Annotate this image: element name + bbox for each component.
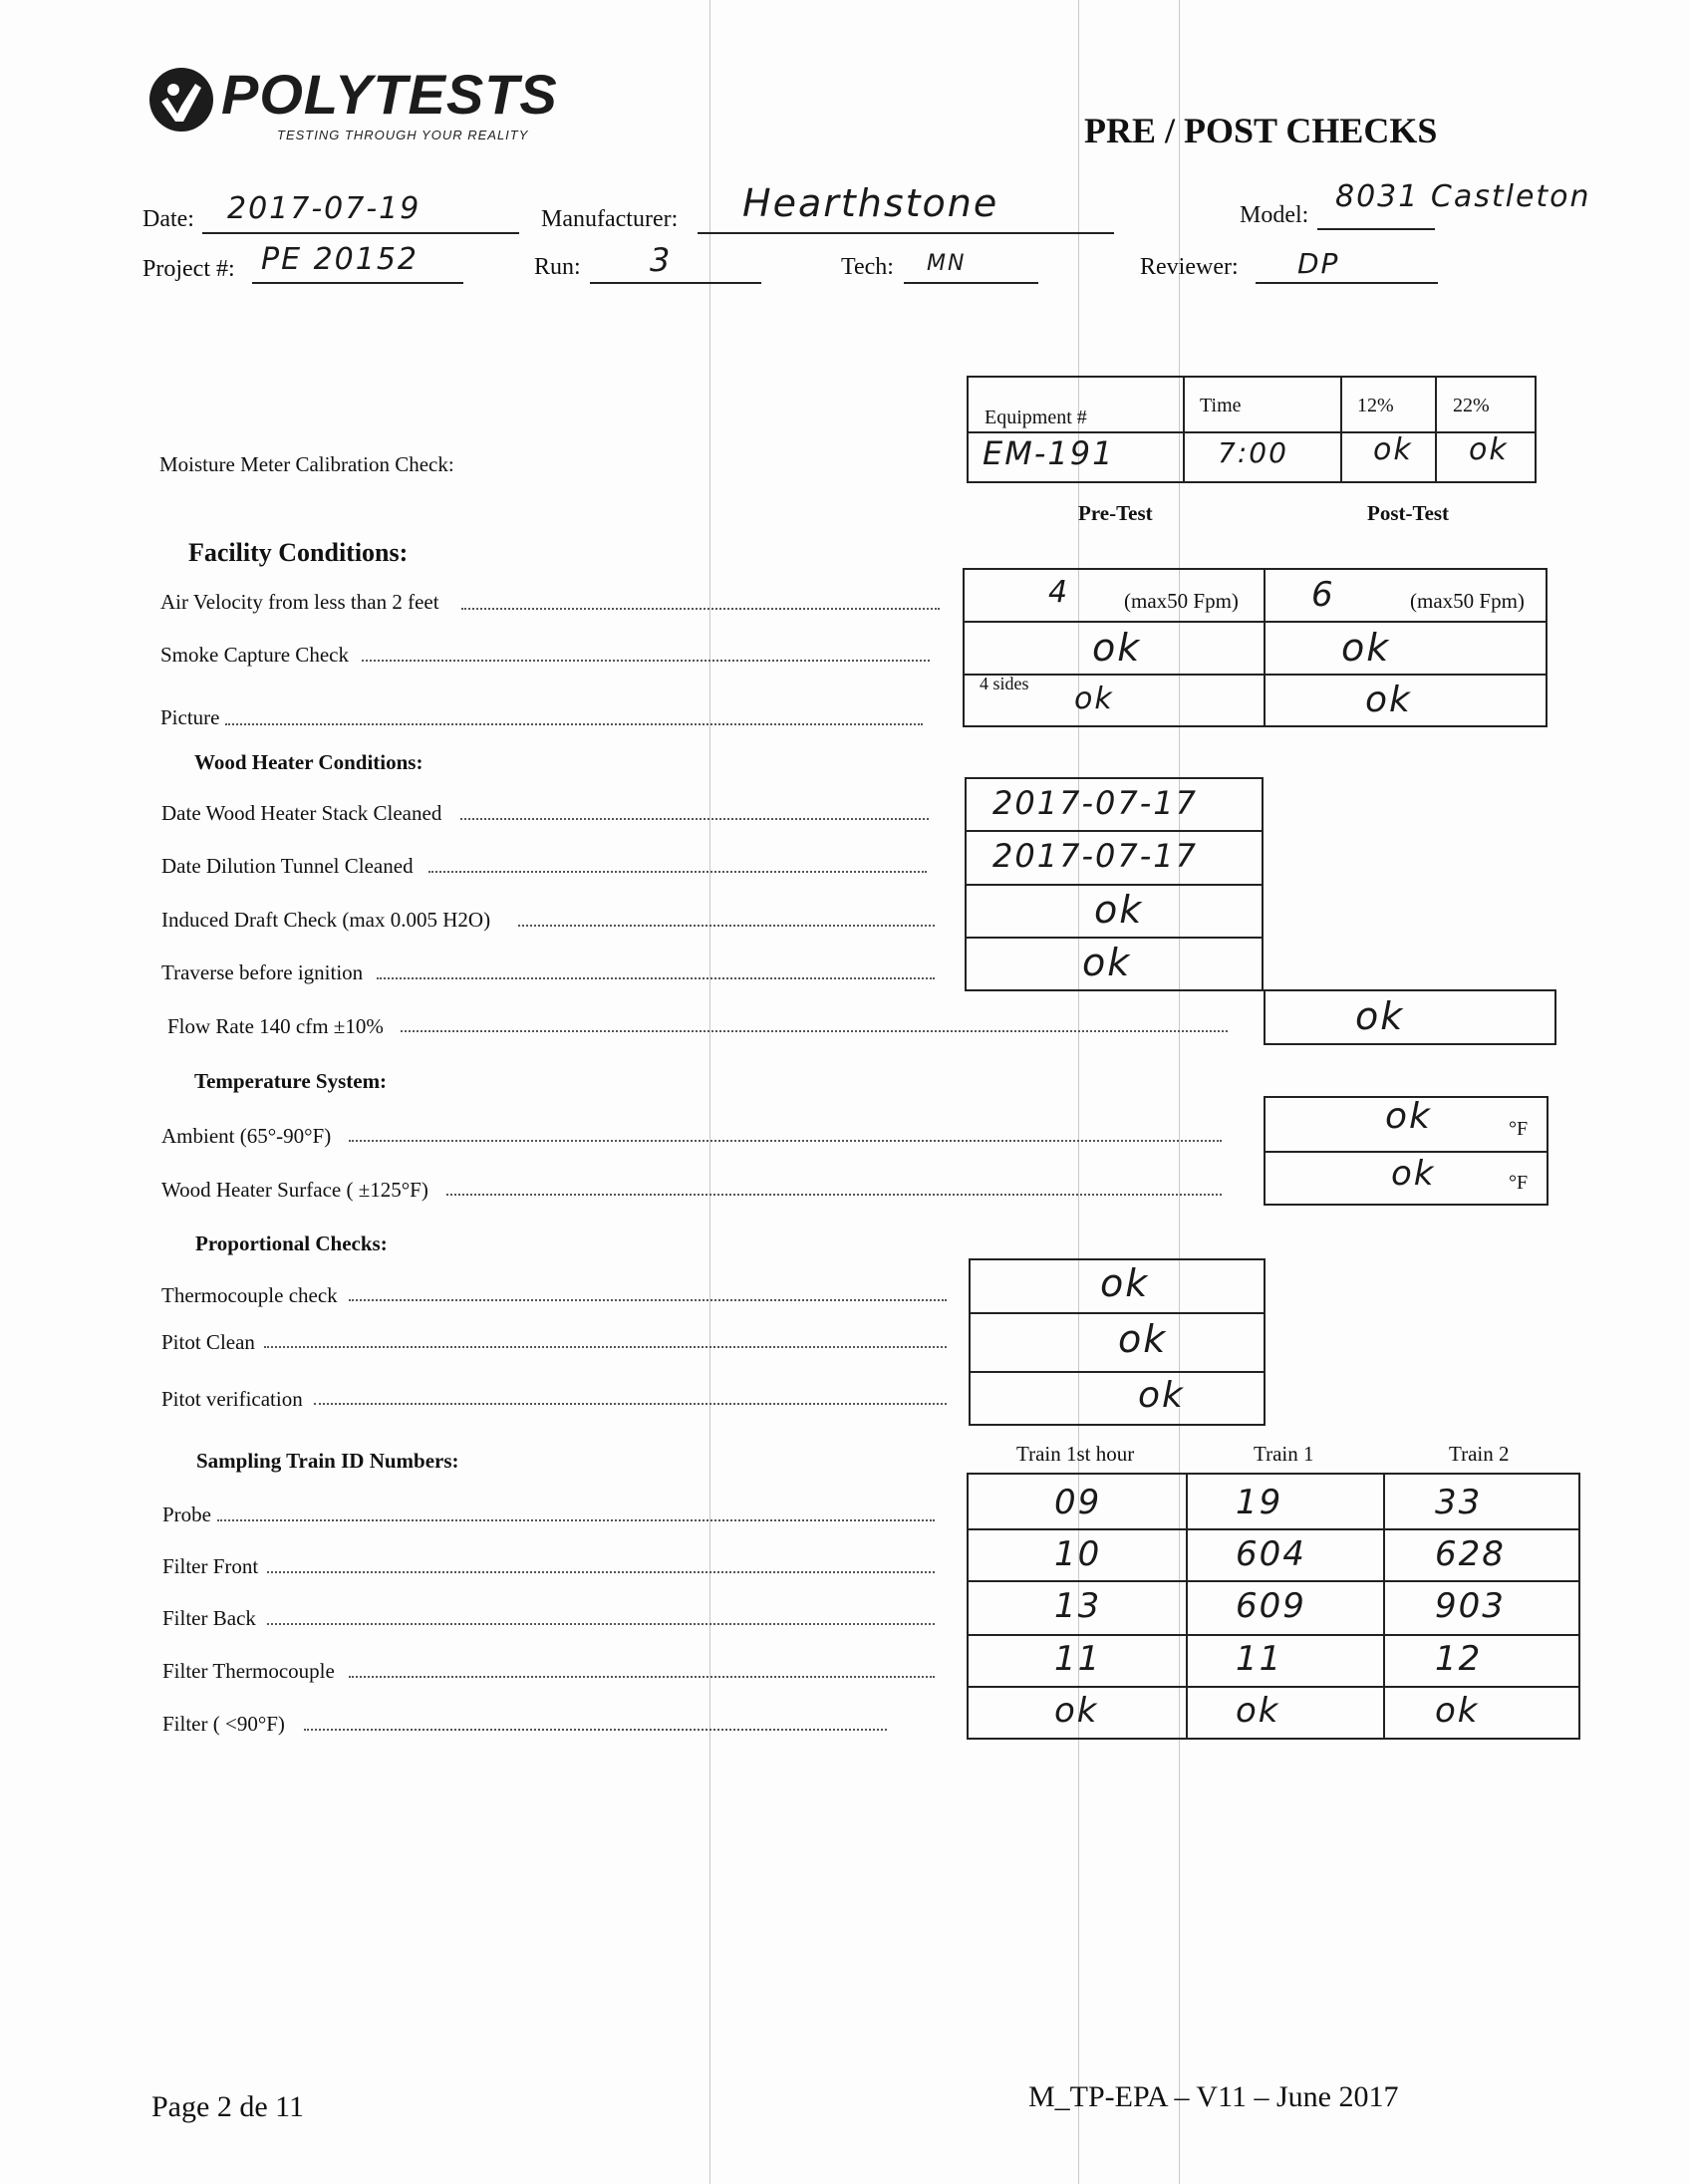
moisture-22-value[interactable]: ok [1469, 432, 1509, 467]
project-value[interactable]: PE 20152 [261, 242, 420, 277]
temperature-title: Temperature System: [194, 1069, 388, 1093]
sampling-header-train-1: Train 1 [1254, 1442, 1314, 1466]
moisture-header-time: Time [1200, 395, 1242, 416]
surface-value[interactable]: ok [1391, 1154, 1436, 1194]
pre-test-header: Pre-Test [1078, 501, 1153, 525]
dot-leader [267, 1623, 935, 1625]
sampling-cell[interactable]: 13 [1054, 1586, 1102, 1626]
picture-pre-value[interactable]: ok [1074, 682, 1114, 716]
sampling-cell[interactable]: 604 [1236, 1534, 1306, 1574]
flow-value[interactable]: ok [1355, 994, 1405, 1038]
air-post-value[interactable]: 6 [1311, 575, 1335, 615]
flow-label: Flow Rate 140 cfm ±10% [167, 1014, 384, 1038]
document-id: M_TP-EPA – V11 – June 2017 [1028, 2080, 1399, 2113]
model-value[interactable]: 8031 Castleton [1335, 179, 1591, 214]
tunnel-label: Date Dilution Tunnel Cleaned [161, 854, 414, 878]
proportional-title: Proportional Checks: [195, 1231, 388, 1255]
stack-label: Date Wood Heater Stack Cleaned [161, 801, 442, 825]
company-logo [147, 62, 576, 141]
moisture-header-22: 22% [1453, 395, 1490, 416]
smoke-pre-value[interactable]: ok [1092, 626, 1142, 670]
moisture-header-12: 12% [1357, 395, 1394, 416]
moisture-label: Moisture Meter Calibration Check: [159, 452, 454, 476]
sampling-cell[interactable]: 903 [1435, 1586, 1506, 1626]
sampling-header-train-2: Train 2 [1449, 1442, 1510, 1466]
sampling-cell[interactable]: 19 [1236, 1483, 1283, 1522]
ambient-label: Ambient (65°-90°F) [161, 1124, 332, 1148]
surface-unit: °F [1509, 1172, 1529, 1194]
dot-leader [267, 1571, 935, 1573]
air-pre-value[interactable]: 4 [1048, 575, 1070, 610]
draft-label: Induced Draft Check (max 0.005 H2O) [161, 908, 491, 932]
wood-title: Wood Heater Conditions: [194, 750, 423, 774]
sampling-header-train-1st: Train 1st hour [1016, 1442, 1135, 1466]
traverse-value[interactable]: ok [1082, 941, 1132, 984]
draft-value[interactable]: ok [1094, 888, 1144, 932]
flow-box [1264, 989, 1556, 1045]
pitot-ver-label: Pitot verification [161, 1387, 303, 1411]
dot-leader [217, 1519, 935, 1521]
reviewer-label: Reviewer: [1140, 254, 1239, 280]
traverse-label: Traverse before ignition [161, 960, 364, 984]
dot-leader [349, 1676, 935, 1678]
sampling-cell[interactable]: ok [1054, 1691, 1099, 1731]
model-label: Model: [1240, 202, 1309, 228]
pitot-ver-value[interactable]: ok [1138, 1375, 1185, 1416]
moisture-header-equipment: Equipment # [985, 407, 1087, 428]
sampling-row-label: Probe [162, 1502, 211, 1526]
project-label: Project #: [142, 256, 235, 282]
ambient-value[interactable]: ok [1385, 1096, 1432, 1137]
thermo-label: Thermocouple check [161, 1283, 338, 1307]
logo-tagline: TESTING THROUGH YOUR REALITY [277, 128, 529, 142]
tech-value[interactable]: MN [927, 251, 967, 276]
page-title: PRE / POST CHECKS [1084, 111, 1438, 150]
manufacturer-label: Manufacturer: [541, 206, 679, 232]
sampling-cell[interactable]: ok [1236, 1691, 1280, 1731]
air-velocity-label: Air Velocity from less than 2 feet [160, 590, 439, 614]
sampling-cell[interactable]: ok [1435, 1691, 1480, 1731]
smoke-post-value[interactable]: ok [1341, 626, 1391, 670]
reviewer-value[interactable]: DP [1297, 247, 1340, 280]
logo-name: POLYTESTS [221, 63, 558, 126]
sampling-cell[interactable]: 628 [1435, 1534, 1506, 1574]
manufacturer-value[interactable]: Hearthstone [742, 181, 999, 225]
sampling-row-label: Filter Back [162, 1606, 256, 1630]
post-test-header: Post-Test [1367, 501, 1450, 525]
sampling-cell[interactable]: 33 [1435, 1483, 1483, 1522]
picture-note: 4 sides [980, 674, 1029, 693]
surface-label: Wood Heater Surface ( ±125°F) [161, 1178, 428, 1202]
sampling-title: Sampling Train ID Numbers: [196, 1449, 459, 1473]
pitot-clean-value[interactable]: ok [1118, 1317, 1168, 1361]
thermo-value[interactable]: ok [1100, 1261, 1150, 1305]
ambient-unit: °F [1509, 1118, 1529, 1140]
date-value[interactable]: 2017-07-19 [227, 191, 422, 226]
facility-title: Facility Conditions: [188, 538, 409, 567]
sampling-row-label: Filter Thermocouple [162, 1659, 335, 1683]
run-label: Run: [534, 254, 581, 280]
picture-label: Picture [160, 705, 220, 729]
sampling-row-label: Filter ( <90°F) [162, 1712, 285, 1736]
sampling-cell[interactable]: 11 [1236, 1639, 1283, 1679]
sampling-cell[interactable]: 11 [1054, 1639, 1102, 1679]
logo-mark-icon [147, 66, 215, 134]
moisture-time-value[interactable]: 7:00 [1218, 436, 1288, 469]
air-pre-max: (max50 Fpm) [1124, 589, 1239, 613]
run-value[interactable]: 3 [650, 241, 673, 279]
tech-label: Tech: [841, 254, 894, 280]
picture-post-value[interactable]: ok [1365, 680, 1412, 720]
smoke-label: Smoke Capture Check [160, 643, 349, 667]
sampling-cell[interactable]: 10 [1054, 1534, 1102, 1574]
moisture-equipment-value[interactable]: EM-191 [983, 434, 1115, 472]
sampling-cell[interactable]: 09 [1054, 1483, 1102, 1522]
moisture-12-value[interactable]: ok [1373, 432, 1413, 467]
date-label: Date: [142, 206, 194, 232]
stack-value[interactable]: 2017-07-17 [992, 784, 1198, 822]
page-number: Page 2 de 11 [151, 2090, 305, 2123]
sampling-row-label: Filter Front [162, 1554, 259, 1578]
sampling-cell[interactable]: 12 [1435, 1639, 1483, 1679]
pitot-clean-label: Pitot Clean [161, 1330, 255, 1354]
sampling-cell[interactable]: 609 [1236, 1586, 1306, 1626]
dot-leader [304, 1729, 887, 1731]
air-post-max: (max50 Fpm) [1410, 589, 1525, 613]
tunnel-value[interactable]: 2017-07-17 [992, 837, 1198, 875]
